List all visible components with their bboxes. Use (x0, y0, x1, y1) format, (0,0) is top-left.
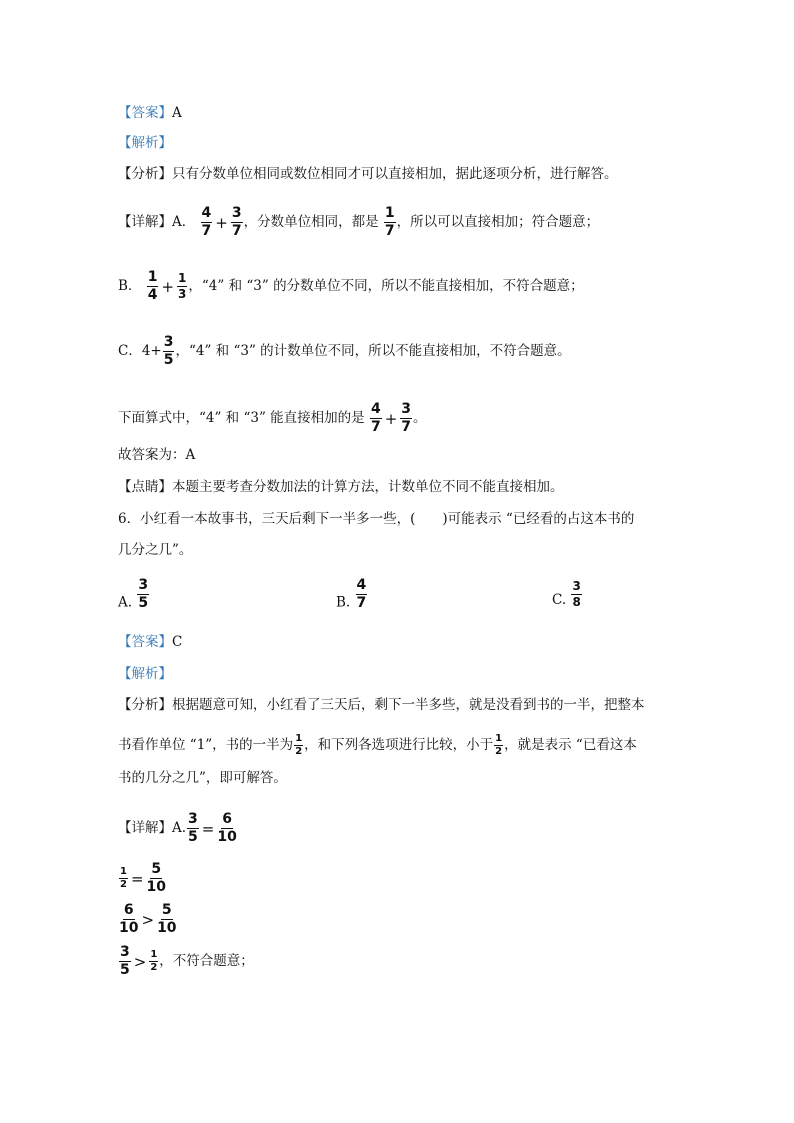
numerator: 3 (572, 579, 581, 593)
question-text: 6．小红看一本故事书，三天后剩下一半多一些，( )可能表示 “已经看的占这本书的 (118, 511, 635, 527)
denominator: 7 (201, 223, 212, 239)
numerator: 1 (147, 269, 158, 286)
numerator: 1 (119, 867, 128, 880)
question-text: 几分之几”。 (118, 542, 193, 558)
fenxi-tag: 【分析】 (118, 166, 172, 182)
denominator: 10 (217, 829, 237, 845)
greater-than-sign: > (141, 910, 155, 929)
fenxi-line-1 (118, 164, 618, 184)
detail-text: ，分数单位相同，都是 (243, 214, 379, 230)
fenxi-line-2b (118, 728, 637, 762)
denominator: 7 (370, 419, 381, 435)
fraction (119, 903, 138, 935)
fenxi-line-2c (118, 768, 287, 788)
numerator: 4 (201, 205, 212, 222)
numerator: 4 (370, 401, 381, 418)
fraction (231, 206, 243, 238)
fraction (356, 578, 368, 610)
answer-tag: 【答案】 (118, 634, 172, 650)
final-answer: 故答案为：A (118, 447, 196, 463)
numerator: 3 (401, 401, 412, 418)
dianjing-tag: 【点睛】 (118, 479, 172, 495)
numerator: 5 (151, 861, 162, 878)
denominator: 5 (138, 594, 149, 611)
fenxi-text: ，就是表示 “已看这本 (504, 737, 637, 753)
question-6-line-1 (118, 509, 634, 529)
detail2-line-2 (118, 858, 167, 899)
fenxi-text: ，和下列各选项进行比较，小于 (304, 737, 494, 753)
numerator: 6 (123, 902, 134, 919)
option-b (336, 578, 368, 610)
option-label: B. (336, 594, 351, 611)
fraction (384, 206, 396, 238)
fraction (147, 862, 166, 894)
fraction (119, 945, 131, 977)
denominator: 7 (401, 419, 412, 435)
option-label: A. (118, 594, 133, 611)
question-6-line-2 (118, 540, 192, 560)
denominator: 5 (120, 962, 130, 978)
fraction (217, 812, 236, 844)
denominator: 7 (356, 594, 367, 611)
numerator: 6 (222, 811, 232, 828)
fraction (157, 903, 176, 935)
detail2-line-4 (118, 941, 254, 982)
plus-sign: + (384, 409, 398, 428)
answer-line-2 (118, 632, 182, 652)
option-prefix: A. (172, 820, 187, 836)
final-answer-line (118, 445, 195, 465)
numerator: 1 (149, 950, 158, 963)
numerator: 3 (188, 811, 198, 828)
dianjing-line (118, 477, 564, 497)
detail-text: ，“4” 和 “3” 的分数单位不同，所以不能直接相加，不符合题意； (188, 278, 584, 294)
fraction (177, 272, 187, 300)
fraction (147, 270, 159, 302)
denominator: 8 (572, 594, 581, 609)
denominator: 3 (178, 287, 187, 301)
answer-value: A (172, 105, 182, 121)
equals-sign: = (201, 819, 215, 838)
fraction (119, 867, 128, 891)
fraction (149, 950, 158, 974)
denominator: 7 (384, 223, 395, 239)
detail2-line-3 (118, 899, 178, 940)
plus-sign: + (161, 277, 175, 296)
denominator: 10 (146, 879, 167, 895)
fraction (370, 402, 382, 434)
summary-line (118, 398, 427, 439)
denominator: 2 (150, 962, 158, 973)
denominator: 2 (295, 746, 303, 757)
detail-tag: 【详解】 (118, 820, 172, 836)
summary-text: 下面算式中，“4” 和 “3” 能直接相加的是 (118, 410, 365, 426)
denominator: 10 (157, 920, 177, 936)
detail-tag: 【详解】 (118, 214, 172, 230)
option-prefix: C．4+ (118, 343, 162, 359)
fenxi-line-2 (118, 695, 645, 715)
fraction (187, 812, 199, 844)
option-label: C. (552, 592, 567, 609)
dianjing-text: 本题主要考查分数加法的计算方法，计数单位不同不能直接相加。 (172, 479, 564, 495)
option-c (552, 580, 583, 608)
numerator: 5 (161, 902, 172, 919)
numerator: 3 (231, 205, 242, 222)
analysis-tag: 【解析】 (118, 135, 172, 151)
detail-line-b (118, 266, 584, 307)
numerator: 4 (356, 577, 367, 593)
denominator: 2 (120, 879, 127, 890)
option-prefix: B． (118, 278, 142, 294)
fraction (571, 580, 581, 608)
denominator: 5 (163, 352, 174, 368)
numerator: 3 (120, 944, 130, 961)
fraction (400, 402, 412, 434)
summary-end: 。 (413, 410, 427, 426)
detail-text: ，不符合题意； (159, 953, 254, 969)
fraction (137, 578, 149, 610)
numerator: 1 (178, 271, 187, 286)
plus-sign: + (215, 213, 228, 232)
detail-line-a (118, 202, 599, 243)
denominator: 5 (188, 829, 198, 845)
detail2-line-1 (118, 808, 238, 849)
equals-sign: = (130, 869, 144, 888)
fraction (294, 734, 303, 758)
denominator: 2 (495, 746, 503, 757)
analysis-heading-2 (118, 664, 172, 684)
answer-tag: 【答案】 (118, 105, 172, 121)
detail-text: ，“4” 和 “3” 的计数单位不同，所以不能直接相加，不符合题意。 (175, 343, 571, 359)
denominator: 4 (147, 287, 158, 303)
numerator: 3 (163, 334, 174, 351)
option-a (118, 578, 150, 610)
denominator: 10 (119, 920, 139, 936)
answer-value: C (172, 634, 183, 650)
numerator: 1 (294, 734, 303, 747)
greater-than-sign: > (133, 952, 147, 971)
numerator: 3 (138, 577, 149, 593)
analysis-tag: 【解析】 (118, 666, 172, 682)
fenxi-text: 书的几分之几”，即可解答。 (118, 770, 287, 786)
fenxi-text: 书看作单位 “1”，书的一半为 (118, 737, 294, 753)
denominator: 7 (231, 223, 242, 239)
answer-line-1 (118, 103, 182, 123)
numerator: 1 (384, 205, 395, 222)
numerator: 1 (494, 734, 503, 747)
fenxi-tag: 【分析】 (118, 697, 172, 713)
detail-line-c (118, 331, 571, 371)
analysis-heading-1 (118, 133, 172, 153)
fenxi-text: 只有分数单位相同或数位相同才可以直接相加，据此逐项分析，进行解答。 (172, 166, 618, 182)
fraction (201, 206, 213, 238)
fraction (163, 335, 175, 367)
fenxi-text: 根据题意可知，小红看了三天后，剩下一半多些，就是没看到书的一半，把整本 (172, 697, 645, 713)
fraction (494, 734, 503, 758)
option-prefix: A． (172, 214, 196, 230)
detail-text: ，所以可以直接相加；符合题意； (396, 214, 600, 230)
